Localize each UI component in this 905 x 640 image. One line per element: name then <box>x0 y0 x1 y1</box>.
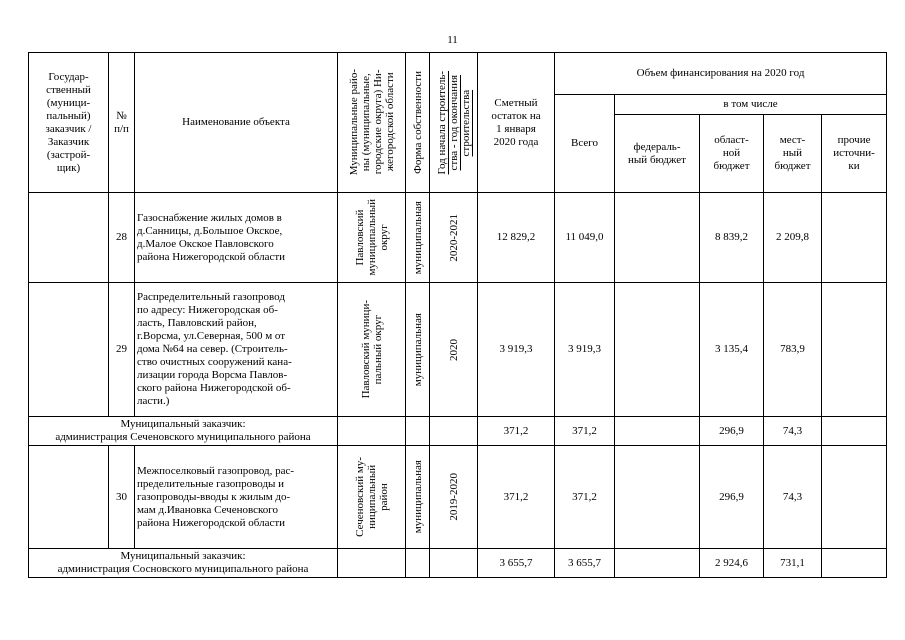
regional-value: 296,9 <box>700 446 764 549</box>
header-funding: Объем финансирования на 2020 год <box>555 53 887 95</box>
total-value: 371,2 <box>555 446 615 549</box>
header-districts <box>338 53 406 193</box>
header-ownership <box>406 53 430 193</box>
local-value: 74,3 <box>764 417 822 446</box>
ownership-text: муниципальная <box>411 460 424 534</box>
estimate-value: 371,2 <box>478 417 555 446</box>
header-ownership-text: Форма собственности <box>411 71 424 174</box>
regional-value: 3 135,4 <box>700 283 764 417</box>
ownership-cell <box>406 549 430 578</box>
row-number: 29 <box>109 283 135 417</box>
federal-value <box>615 193 700 283</box>
page-number: 11 <box>447 34 458 46</box>
regional-value: 8 839,2 <box>700 193 764 283</box>
estimate-value: 12 829,2 <box>478 193 555 283</box>
header-regional: област- ной бюджет <box>700 115 764 193</box>
years-text: 2020-2021 <box>447 213 460 262</box>
ownership-cell <box>406 446 430 549</box>
table-row <box>29 193 887 283</box>
ownership-cell <box>406 417 430 446</box>
years-cell <box>430 193 478 283</box>
years-cell <box>430 417 478 446</box>
district-cell <box>338 283 406 417</box>
header-local: мест- ный бюджет <box>764 115 822 193</box>
header-total: Всего <box>555 95 615 193</box>
customer-cell <box>29 446 109 549</box>
object-name: Распределительный газопровод по адресу: Нижегородская об- ласть, Павловский район, г.Ворсма, ул.Северная, 500 м от дома №64 на север. (Строитель- ство очистных сооружений кана- лизации города Ворсма Павлов- ского района Нижегородской об- ласти.) <box>135 283 338 417</box>
row-number: 30 <box>109 446 135 549</box>
regional-value: 2 924,6 <box>700 549 764 578</box>
ownership-text: муниципальная <box>411 200 424 275</box>
other-value <box>822 283 887 417</box>
other-value <box>822 193 887 283</box>
local-value: 731,1 <box>764 549 822 578</box>
header-years-text: Год начала строитель- ства - год окончания строительства <box>435 70 472 175</box>
other-value <box>822 549 887 578</box>
object-name: Газоснабжение жилых домов в д.Санницы, д.Большое Окское, д.Малое Окское Павловского района Нижегородской области <box>135 193 338 283</box>
financing-table <box>28 52 887 578</box>
header-number: № п/п <box>109 53 135 193</box>
district-cell <box>338 549 406 578</box>
group-row <box>29 417 887 446</box>
header-including: в том числе <box>615 95 887 115</box>
estimate-value: 371,2 <box>478 446 555 549</box>
federal-value <box>615 283 700 417</box>
years-cell <box>430 283 478 417</box>
header-object-name: Наименование объекта <box>135 53 338 193</box>
table-row <box>29 446 887 549</box>
years-text: 2019-2020 <box>447 473 460 521</box>
object-name: Межпоселковый газопровод, рас- пределительные газопроводы и газопроводы-вводы к жилым до- мам д.Ивановка Сеченовского района Нижегородской области <box>135 446 338 549</box>
header-other: прочие источни- ки <box>822 115 887 193</box>
group-customer-label: Муниципальный заказчик: администрация Сеченовского муниципального района <box>29 417 338 446</box>
federal-value <box>615 417 700 446</box>
group-customer-label: Муниципальный заказчик: администрация Сосновского муниципального района <box>29 549 338 578</box>
total-value: 3 655,7 <box>555 549 615 578</box>
estimate-value: 3 919,3 <box>478 283 555 417</box>
total-value: 371,2 <box>555 417 615 446</box>
header-estimate: Сметный остаток на 1 января 2020 года <box>478 53 555 193</box>
local-value: 74,3 <box>764 446 822 549</box>
ownership-text: муниципальная <box>411 312 424 387</box>
ownership-cell <box>406 193 430 283</box>
header-years <box>430 53 478 193</box>
ownership-cell <box>406 283 430 417</box>
total-value: 11 049,0 <box>555 193 615 283</box>
district-text: Павловский муници- пальный округ <box>359 300 384 399</box>
header-districts-text: Муниципальные райо- ны (муниципальные, городские округа) Ни- жегородской области <box>347 69 396 176</box>
local-value: 2 209,8 <box>764 193 822 283</box>
federal-value <box>615 549 700 578</box>
other-value <box>822 446 887 549</box>
district-cell <box>338 446 406 549</box>
estimate-value: 3 655,7 <box>478 549 555 578</box>
header-customer: Государ- ственный (муници- пальный) заказчик / Заказчик (застрой- щик) <box>29 53 109 193</box>
total-value: 3 919,3 <box>555 283 615 417</box>
years-cell <box>430 446 478 549</box>
table-row <box>29 283 887 417</box>
regional-value: 296,9 <box>700 417 764 446</box>
row-number: 28 <box>109 193 135 283</box>
local-value: 783,9 <box>764 283 822 417</box>
other-value <box>822 417 887 446</box>
district-cell <box>338 193 406 283</box>
customer-cell <box>29 283 109 417</box>
header-federal: федераль- ный бюджет <box>615 115 700 193</box>
district-cell <box>338 417 406 446</box>
group-row <box>29 549 887 578</box>
federal-value <box>615 446 700 549</box>
district-text: Павловский муниципальный округ <box>353 199 390 276</box>
years-text: 2020 <box>447 338 460 361</box>
years-cell <box>430 549 478 578</box>
customer-cell <box>29 193 109 283</box>
district-text: Сеченовский му- ниципальный район <box>353 457 390 537</box>
